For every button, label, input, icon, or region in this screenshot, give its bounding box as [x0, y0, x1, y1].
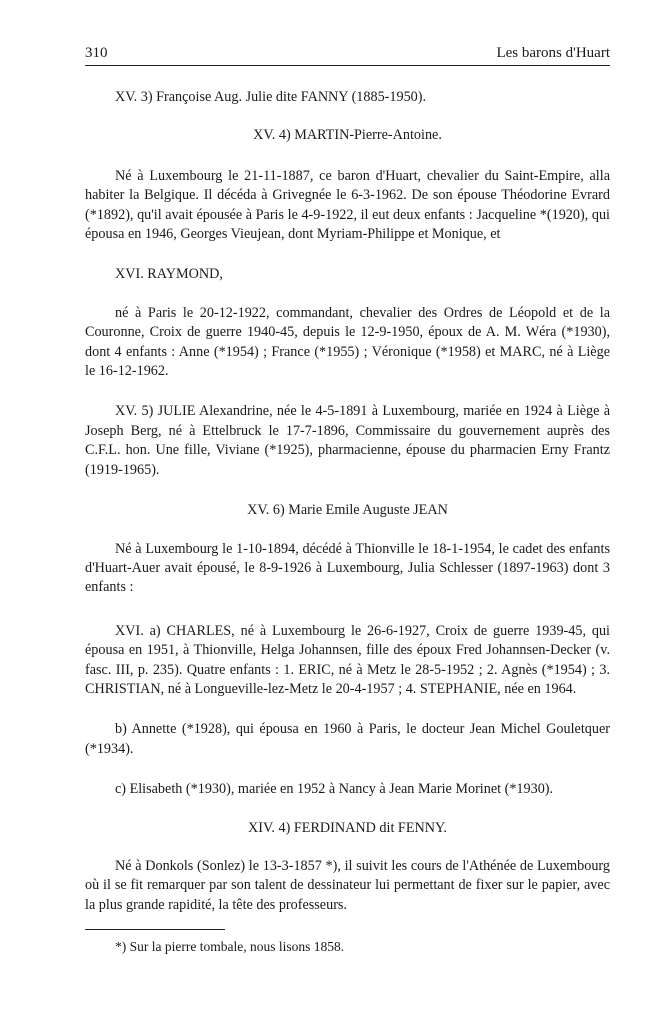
paragraph-ferdinand: Né à Donkols (Sonlez) le 13-3-1857 *), il suivit les cours de l'Athénée de Luxembourg où il se fit remarquer par son talent de dessinateur lui permettant de fixer sur le papier, avec la plus grande rapidité, la tête des professeurs. — [85, 857, 610, 913]
footnote: *) Sur la pierre tombale, nous lisons 1858. — [115, 939, 345, 954]
footnote-rule — [85, 929, 225, 930]
paragraph-raymond: né à Paris le 20-12-1922, commandant, chevalier des Ordres de Léopold et de la Couronne, Croix de guerre 1940-45, depuis le 12-9-1950, époux de A. M. Wéra (*1930), dont 4 enfants : Anne (*1954) ; France (*1955) ; Véronique (*1958) et MARC, né à Liège le 16-12-1962. — [85, 304, 610, 380]
entry-heading-raymond: XVI. RAYMOND, — [115, 266, 223, 283]
paragraph-jean: Né à Luxembourg le 1-10-1894, décédé à Thionville le 18-1-1954, le cadet des enfants d'Huart-Auer avait épousé, le 8-9-1926 à Luxembourg, Julia Schlesser (1897-1963) dont 3 enfants : — [85, 540, 610, 596]
paragraph-martin: Né à Luxembourg le 21-11-1887, ce baron d'Huart, chevalier du Saint-Empire, alla habiter la Belgique. Il décéda à Grivegnée le 6-3-1962. De son épouse Théodorine Evrard (*1892), qu'il avait épousée à Paris le 4-9-1922, il eut deux enfants : Jacqueline *(1920), qui épousa en 1946, Georges Vieujean, dont Myriam-Philippe et Monique, et — [85, 167, 610, 243]
paragraph-charles: XVI. a) CHARLES, né à Luxembourg le 26-6-1927, Croix de guerre 1939-45, qui épousa en 1951, à Thionville, Helga Johannsen, fille des époux Fred Johannsen-Decker (v. fasc. III, p. 235). Quatre enfants : 1. ERIC, né à Metz le 28-5-1952 ; 2. Agnès (*1954) ; 3. CHRISTIAN, né à Longueville-lez-Metz le 20-4-1957 ; 4. STEPHANIE, née en 1964. — [85, 622, 610, 697]
paragraph-julie: XV. 5) JULIE Alexandrine, née le 4-5-1891 à Luxembourg, mariée en 1924 à Liège à Joseph Berg, né à Ettelbruck le 17-7-1896, Commissaire du gouvernement auprès des C.F.L. hon. Une fille, Viviane (*1925), pharmacienne, épouse du pharmacien Erny Frantz (1919-1965). — [85, 403, 610, 478]
entry-heading-jean: XV. 6) Marie Emile Auguste JEAN — [247, 502, 448, 519]
running-title: Les barons d'Huart — [496, 45, 610, 61]
page-number: 310 — [85, 45, 108, 61]
paragraph-elisabeth: c) Elisabeth (*1930), mariée en 1952 à Nancy à Jean Marie Morinet (*1930). — [115, 781, 554, 798]
entry-heading-fanny: XV. 3) Françoise Aug. Julie dite FANNY (1885-1950). — [115, 89, 427, 105]
paragraph-annette: b) Annette (*1928), qui épousa en 1960 à Paris, le docteur Jean Michel Gouletquer (*1934). — [85, 721, 610, 757]
entry-heading-martin: XV. 4) MARTIN-Pierre-Antoine. — [253, 127, 442, 144]
entry-heading-ferdinand: XIV. 4) FERDINAND dit FENNY. — [248, 819, 447, 836]
page-header — [85, 45, 610, 66]
page-body — [85, 88, 610, 915]
